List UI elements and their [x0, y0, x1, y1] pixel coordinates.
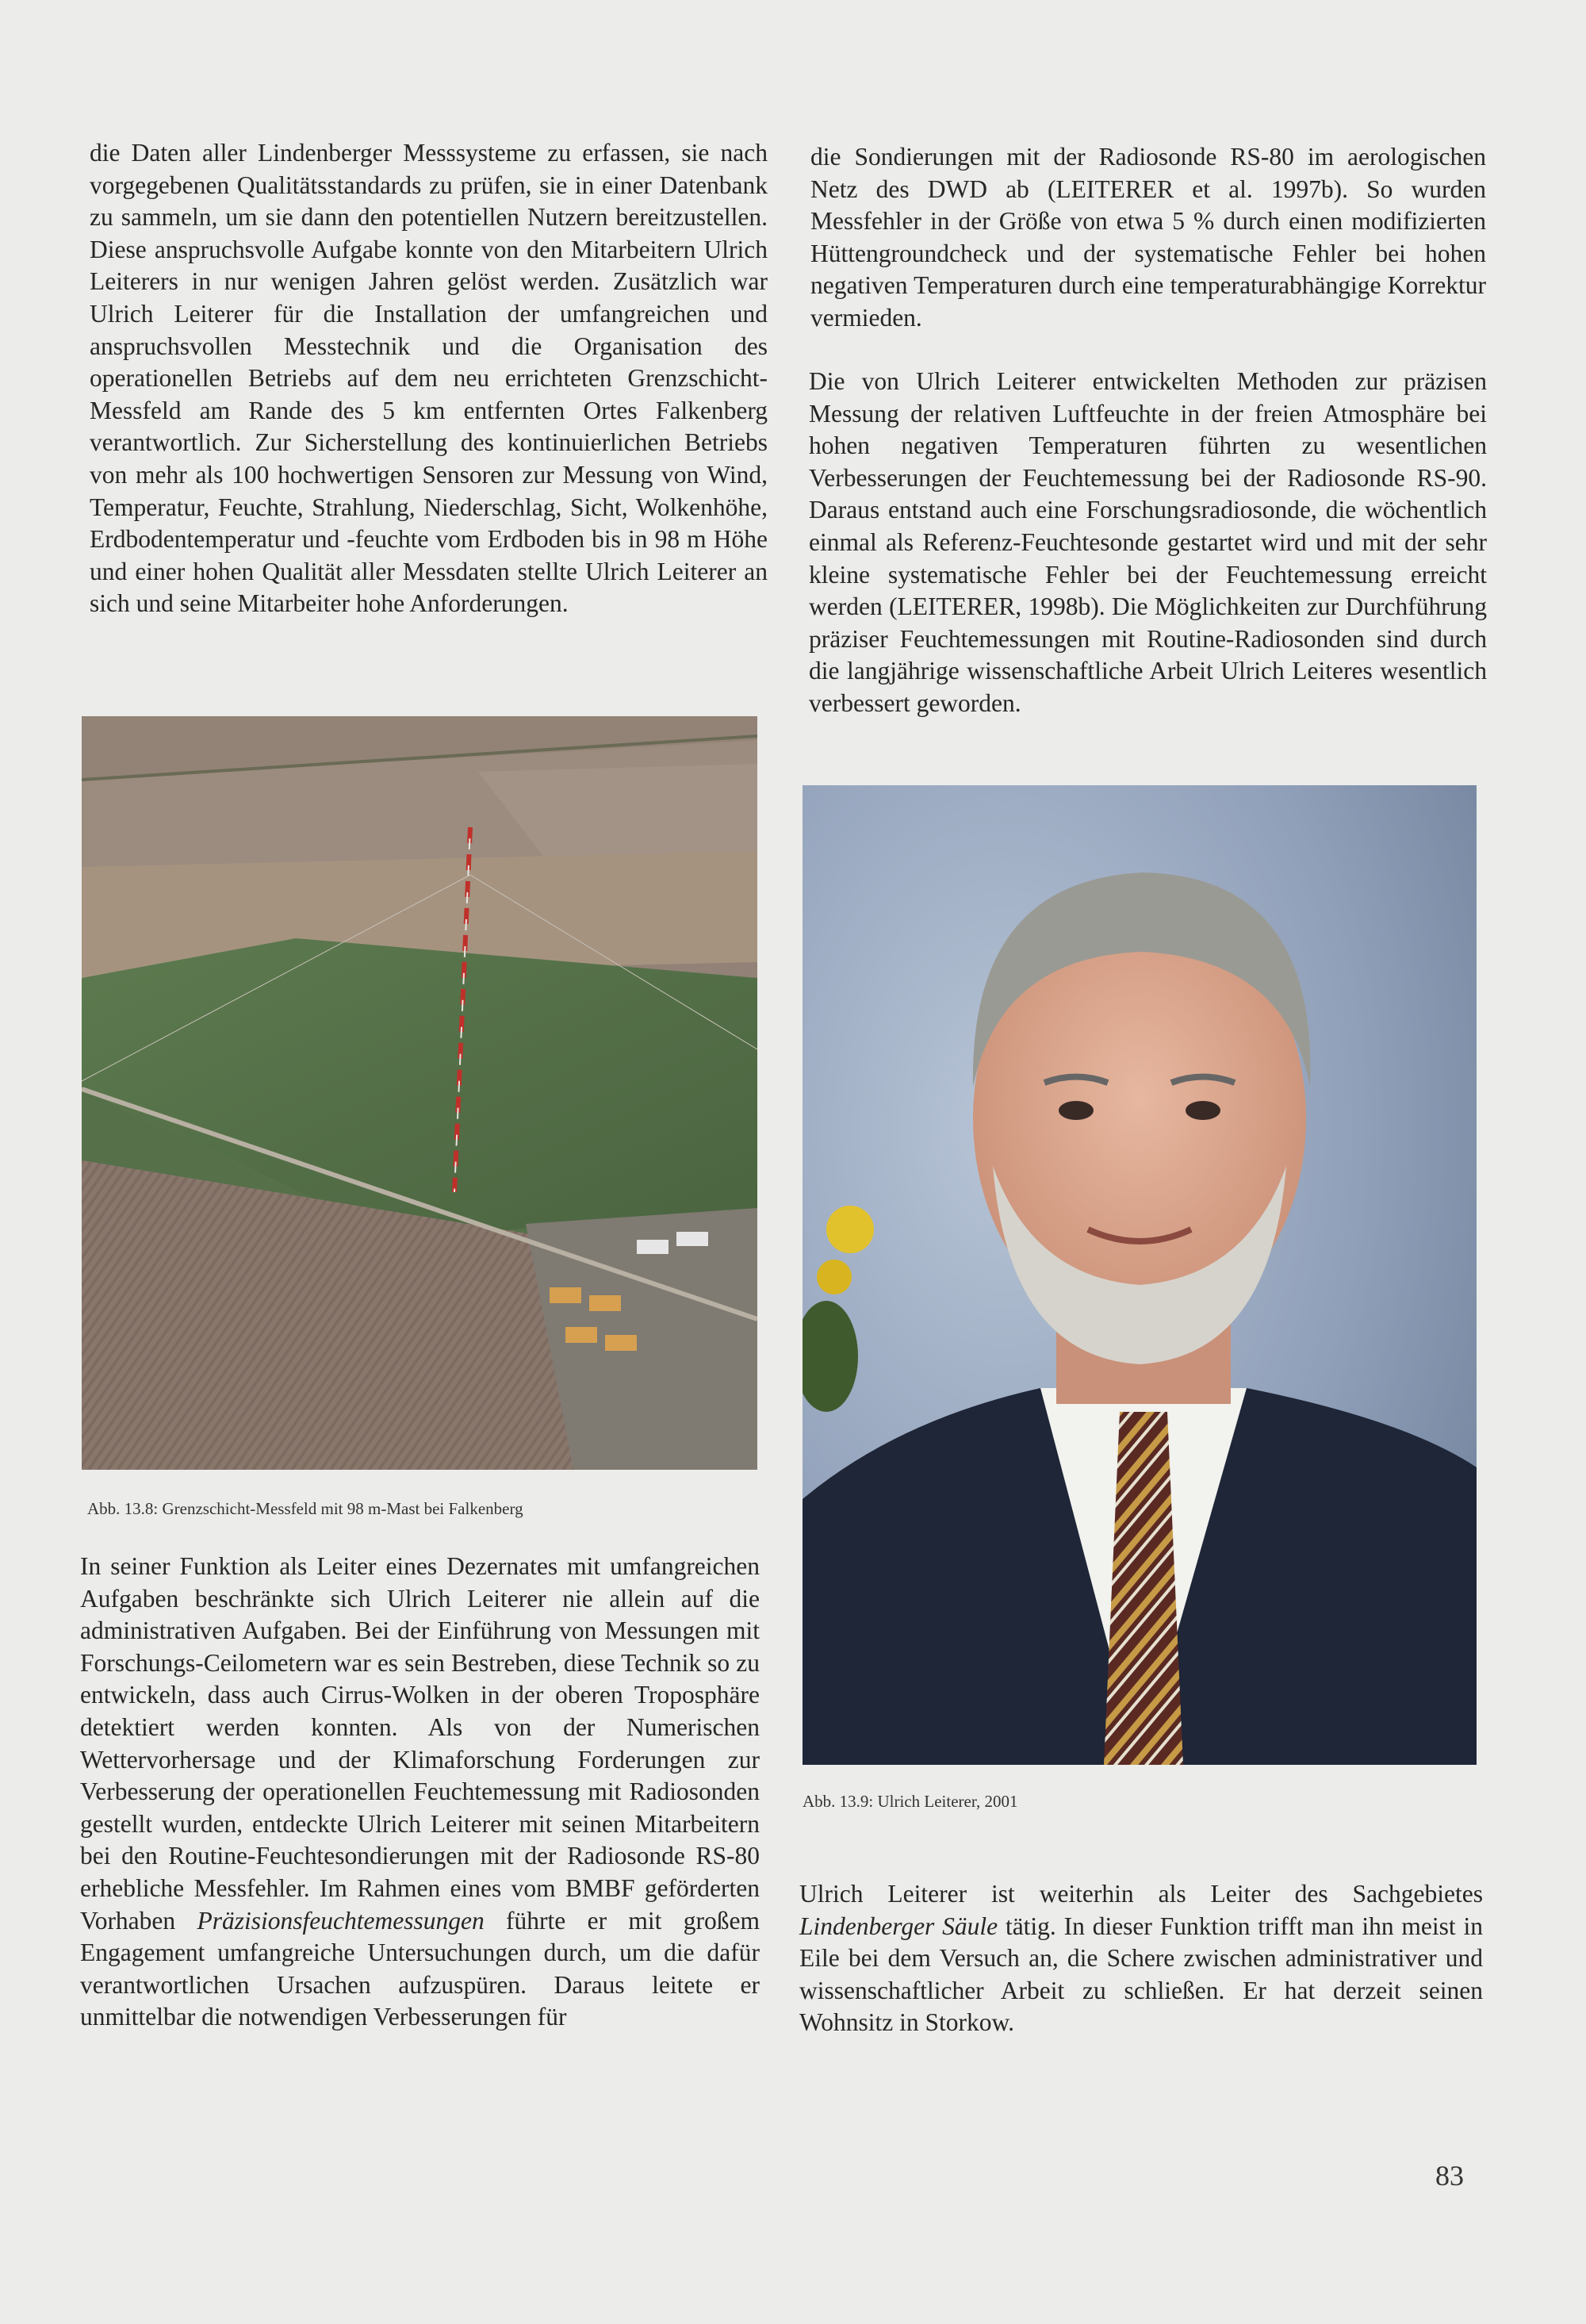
left-paragraph-2-text-b: führte er mit großem Engagement umfangreiche Untersuchungen durch, um die dafür verantwortlichen Ursachen aufzuspüren. Daraus leitete er unmittelbar die notwendigen Verbesserungen für — [80, 1906, 760, 2031]
page-number: 83 — [1435, 2160, 1464, 2192]
right-paragraph-3-text-b: tätig. In dieser Funktion trifft man ihn meist in Eile bei dem Versuch an, die Schere zwischen administrativer und wissenschaftlicher Arbeit zu schließen. Er hat derzeit seinen Wohnsitz in Storkow. — [799, 1912, 1483, 2037]
right-paragraph-3 — [799, 1878, 1483, 2039]
left-paragraph-2-text-a: In seiner Funktion als Leiter eines Dezernates mit umfangreichen Aufgaben beschränkte sich Ulrich Leiterer nie allein auf die administrativen Aufgaben. Bei der Einführung von Messungen mit Forschungs-Ceilometern war es sein Bestreben, diese Technik so zu entwickeln, dass auch Cirrus-Wolken in der oberen Troposphäre detektiert werden konnten. Als von der Numerischen Wettervorhersage und der Klimaforschung Forderungen zur Verbesserung der operationellen Feuchtemessung mit Radiosonden gestellt wurden, entdeckte Ulrich Leiterer mit seinen Mitarbeitern bei den Routine-Feuchtesondierungen mit der Radiosonde RS-80 erhebliche Messfehler. Im Rahmen eines vom BMBF geförderten Vorhaben — [80, 1552, 760, 1935]
caption-figure-13-9: Abb. 13.9: Ulrich Leiterer, 2001 — [803, 1792, 1018, 1811]
portrait-image — [803, 785, 1477, 1765]
left-paragraph-2-italic: Präzisionsfeuchtemessungen — [197, 1906, 485, 1935]
caption-figure-13-8: Abb. 13.8: Grenzschicht-Messfeld mit 98 m-Mast bei Falkenberg — [87, 1499, 523, 1518]
left-paragraph-2 — [80, 1551, 760, 2034]
right-paragraph-3-text-a: Ulrich Leiterer ist weiterhin als Leiter des Sachgebietes — [799, 1880, 1483, 1908]
left-paragraph-1: die Daten aller Lindenberger Messsysteme zu erfassen, sie nach vorgegebenen Qualitätsstandards zu prüfen, sie in einer Datenbank zu sammeln, um sie dann den potentiellen Nutzern bereitzustellen. Diese anspruchsvolle Aufgabe konnte von den Mitarbeitern Ulrich Leiterers in nur wenigen Jahren gelöst werden. Zusätzlich war Ulrich Leiterer für die Installation der umfangreichen und anspruchsvollen Messtechnik und die Organisation des operationellen Betriebs auf dem neu errichteten Grenzschicht-Messfeld am Rande des 5 km entfernten Ortes Falkenberg verantwortlich. Zur Sicherstellung des kontinuierlichen Betriebs von mehr als 100 hochwertigen Sensoren zur Messung von Wind, Temperatur, Feuchte, Strahlung, Niederschlag, Sicht, Wolkenhöhe, Erdbodentemperatur und -feuchte vom Erdboden bis in 98 m Höhe und einer hohen Qualität aller Messdaten stellte Ulrich Leiterer an sich und seine Mitarbeiter hohe Anforderungen. — [90, 139, 768, 618]
right-paragraph-3-italic: Lindenberger Säule — [799, 1912, 998, 1940]
aerial-photo-measurement-field — [82, 716, 757, 1470]
right-paragraph-1: die Sondierungen mit der Radiosonde RS-80 im aerologischen Netz des DWD ab (LEITERER et al. 1997b). So wurden Messfehler in der Größe von etwa 5 % durch einen modifizierten Hüttengroundcheck und der systematische Fehler bei hohen negativen Temperaturen durch eine temperaturabhängige Korrektur vermieden. — [810, 143, 1486, 332]
aerial-photo-image — [82, 716, 757, 1470]
right-paragraph-2: Die von Ulrich Leiterer entwickelten Methoden zur präzisen Messung der relativen Luftfeuchte in der freien Atmosphäre bei hohen negativen Temperaturen führten zu wesentlichen Verbesserungen der Feuchtemessung bei der Radiosonde RS-90. Daraus entstand auch eine Forschungsradiosonde, die wöchentlich einmal als Referenz-Feuchtesonde gestartet wird und mit der sehr kleine systematische Fehler bei der Feuchtemessung erreicht werden (LEITERER, 1998b). Die Möglichkeiten zur Durchführung präziser Feuchtemessungen mit Routine-Radiosonden sind durch die langjährige wissenschaftliche Arbeit Ulrich Leiteres wesentlich verbessert geworden. — [809, 367, 1487, 717]
portrait-photo-ulrich-leiterer — [803, 785, 1477, 1765]
